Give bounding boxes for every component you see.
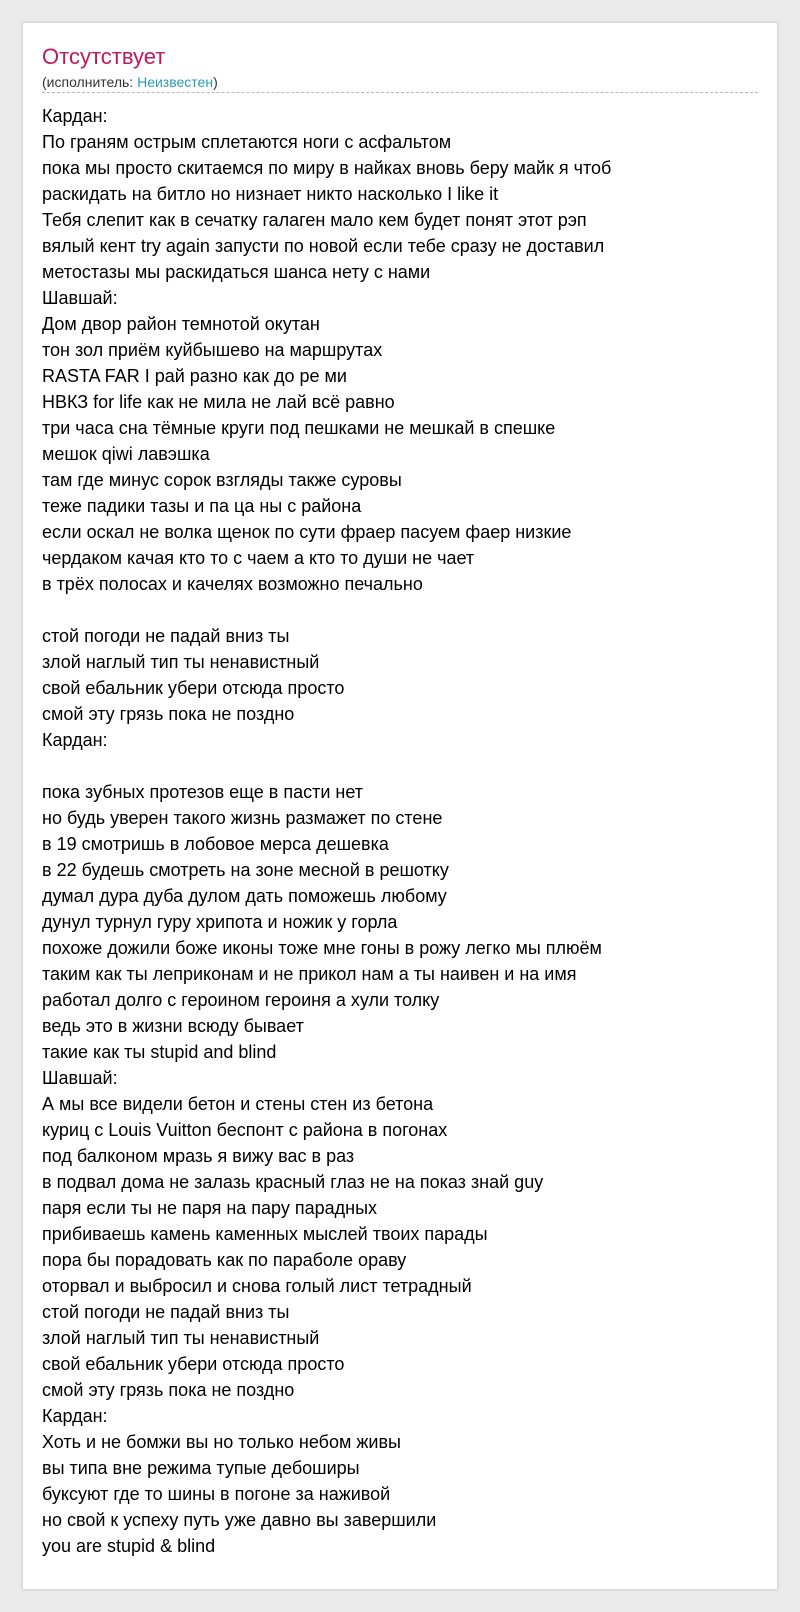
lyric-line: тон зол приём куйбышево на маршрутах [42, 340, 383, 360]
lyric-line: смой эту грязь пока не поздно [42, 1380, 295, 1400]
lyric-line: пора бы порадовать как по параболе ораву [42, 1250, 407, 1270]
lyric-line: стой погоди не падай вниз ты [42, 1302, 290, 1322]
lyric-line: стой погоди не падай вниз ты [42, 626, 290, 646]
lyric-line: ведь это в жизни всюду бывает [42, 1016, 304, 1036]
lyric-line: смой эту грязь пока не поздно [42, 704, 295, 724]
lyric-line: свой ебальник убери отсюда просто [42, 678, 345, 698]
lyrics-card [22, 22, 778, 1590]
lyric-line: Шавшай: [42, 1068, 118, 1088]
lyric-line: три часа сна тёмные круги под пешками не мешкай в спешке [42, 418, 556, 438]
lyric-line: А мы все видели бетон и стены стен из бетона [42, 1094, 434, 1114]
artist-prefix: (исполнитель: [42, 74, 138, 90]
lyric-line: работал долго с героином героиня а хули толку [42, 990, 440, 1010]
lyric-line: в 19 смотришь в лобовое мерса дешевка [42, 834, 389, 854]
lyric-line: По граням острым сплетаются ноги с асфальтом [42, 132, 452, 152]
divider [42, 92, 758, 93]
lyric-line: оторвал и выбросил и снова голый лист тетрадный [42, 1276, 472, 1296]
lyric-line: вялый кент try again запусти по новой если тебе сразу не доставил [42, 236, 605, 256]
lyric-line: мешок qiwi лавэшка [42, 444, 210, 464]
artist-line [42, 73, 218, 91]
lyric-line: Кардан: [42, 1406, 108, 1426]
lyric-line: раскидать на битло но низнает никто насколько I like it [42, 184, 499, 204]
lyric-line: Дом двор район темнотой окутан [42, 314, 320, 334]
lyric-line: под балконом мразь я вижу вас в раз [42, 1146, 355, 1166]
lyric-line: свой ебальник убери отсюда просто [42, 1354, 345, 1374]
lyric-line: Кардан: [42, 730, 108, 750]
lyric-line: you are stupid & blind [42, 1536, 216, 1556]
lyric-line [42, 597, 757, 623]
lyric-line: паря если ты не паря на пару парадных [42, 1198, 378, 1218]
lyric-line: RASTA FAR I рай разно как до ре ми [42, 366, 347, 386]
lyric-line: в 22 будешь смотреть на зоне месной в решотку [42, 860, 449, 880]
lyric-line: пока зубных протезов еще в пасти нет [42, 782, 363, 802]
lyric-line: таким как ты леприконам и не прикол нам а ты наивен и на имя [42, 964, 577, 984]
lyric-line [42, 753, 757, 779]
lyric-line: похоже дожили боже иконы тоже мне гоны в рожу легко мы плюём [42, 938, 602, 958]
lyric-line: теже падики тазы и па ца ны с района [42, 496, 362, 516]
lyric-line: прибиваешь камень каменных мыслей твоих парады [42, 1224, 488, 1244]
lyric-line: но свой к успеху путь уже давно вы завершили [42, 1510, 437, 1530]
lyric-line: злой наглый тип ты ненавистный [42, 652, 320, 672]
lyric-line: НВКЗ for life как не мила не лай всё равно [42, 392, 395, 412]
lyric-line: там где минус сорок взгляды также суровы [42, 470, 402, 490]
lyric-line: вы типа вне режима тупые дебоширы [42, 1458, 360, 1478]
artist-suffix: ) [213, 74, 218, 90]
lyric-line: в трёх полосах и качелях возможно печально [42, 574, 423, 594]
lyric-line: думал дура дуба дулом дать поможешь любому [42, 886, 447, 906]
lyric-line: дунул турнул гуру хрипота и ножик у горла [42, 912, 398, 932]
lyric-line: куриц с Louis Vuitton беспонт с района в погонах [42, 1120, 448, 1140]
lyrics-text [42, 103, 757, 1559]
artist-link[interactable]: Неизвестен [137, 74, 214, 90]
lyric-line: пока мы просто скитаемся по миру в найках вновь беру майк я чтоб [42, 158, 612, 178]
lyric-line: Хоть и не бомжи вы но только небом живы [42, 1432, 401, 1452]
song-title: Отсутствует [42, 44, 166, 69]
lyric-line: Шавшай: [42, 288, 118, 308]
lyric-line: в подвал дома не залазь красный глаз не на показ знай guy [42, 1172, 544, 1192]
lyric-line: такие как ты stupid and blind [42, 1042, 277, 1062]
lyric-line: чердаком качая кто то с чаем а кто то души не чает [42, 548, 475, 568]
lyric-line: метостазы мы раскидаться шанса нету с нами [42, 262, 431, 282]
lyric-line: злой наглый тип ты ненавистный [42, 1328, 320, 1348]
lyric-line: Кардан: [42, 106, 108, 126]
lyric-line: Тебя слепит как в сечатку галаген мало кем будет понят этот рэп [42, 210, 587, 230]
lyric-line: буксуют где то шины в погоне за наживой [42, 1484, 391, 1504]
lyric-line: но будь уверен такого жизнь размажет по стене [42, 808, 443, 828]
lyric-line: если оскал не волка щенок по сути фраер пасуем фаер низкие [42, 522, 572, 542]
